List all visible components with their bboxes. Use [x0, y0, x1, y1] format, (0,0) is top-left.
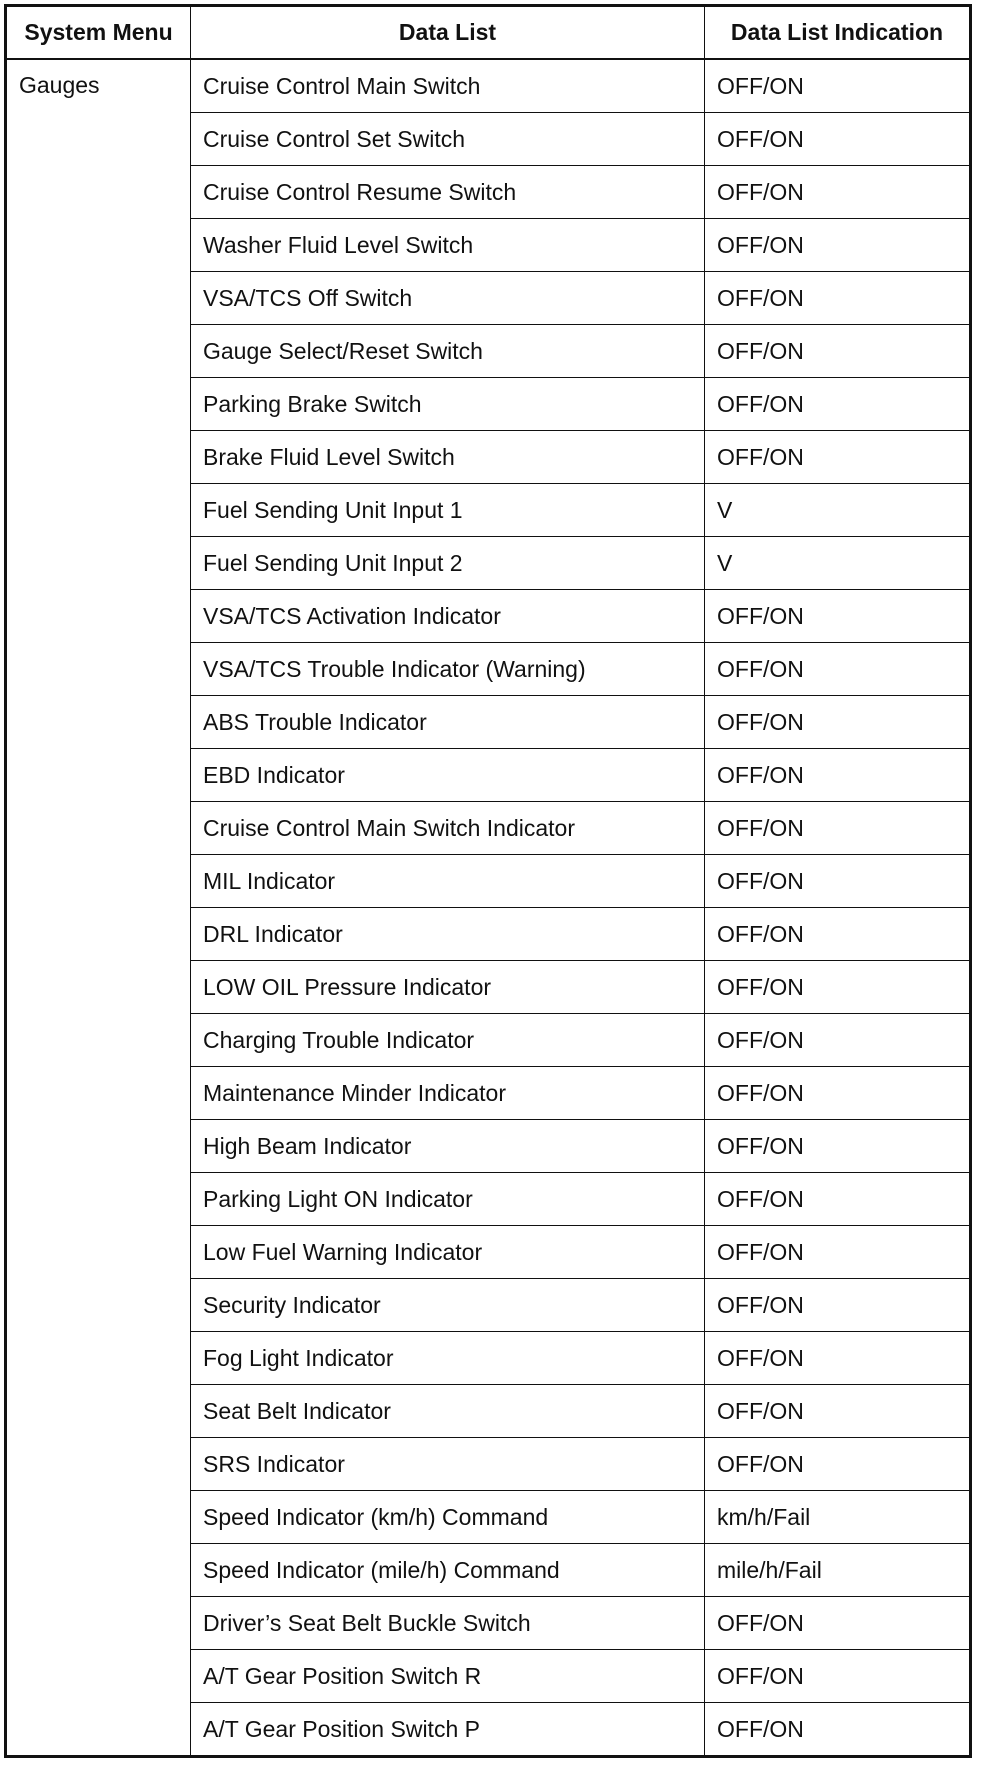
data-list-item: Cruise Control Main Switch	[191, 59, 705, 113]
data-list-indication: OFF/ON	[705, 1067, 971, 1120]
table-row	[6, 59, 971, 113]
data-list-indication: OFF/ON	[705, 113, 971, 166]
data-list-item: Parking Light ON Indicator	[191, 1173, 705, 1226]
table-body	[6, 59, 971, 1757]
data-list-indication: OFF/ON	[705, 1438, 971, 1491]
data-list-indication: OFF/ON	[705, 1597, 971, 1650]
data-list-indication: OFF/ON	[705, 1279, 971, 1332]
data-list-item: Fog Light Indicator	[191, 1332, 705, 1385]
data-list-indication: OFF/ON	[705, 325, 971, 378]
data-list-item: Speed Indicator (km/h) Command	[191, 1491, 705, 1544]
data-list-item: MIL Indicator	[191, 855, 705, 908]
data-list-indication: V	[705, 484, 971, 537]
data-list-item: Seat Belt Indicator	[191, 1385, 705, 1438]
data-list-item: Charging Trouble Indicator	[191, 1014, 705, 1067]
data-list-indication: OFF/ON	[705, 961, 971, 1014]
data-list-indication: OFF/ON	[705, 643, 971, 696]
data-list-item: Fuel Sending Unit Input 1	[191, 484, 705, 537]
data-list-item: A/T Gear Position Switch P	[191, 1703, 705, 1757]
data-list-indication: OFF/ON	[705, 1703, 971, 1757]
data-list-indication: OFF/ON	[705, 696, 971, 749]
data-list-indication: V	[705, 537, 971, 590]
data-list-indication: km/h/Fail	[705, 1491, 971, 1544]
data-list-item: EBD Indicator	[191, 749, 705, 802]
data-list-indication: OFF/ON	[705, 59, 971, 113]
data-list-item: Maintenance Minder Indicator	[191, 1067, 705, 1120]
header-data-list-indication: Data List Indication	[705, 6, 971, 60]
data-list-item: LOW OIL Pressure Indicator	[191, 961, 705, 1014]
data-list-indication: OFF/ON	[705, 1226, 971, 1279]
data-list-item: Gauge Select/Reset Switch	[191, 325, 705, 378]
data-list-item: ABS Trouble Indicator	[191, 696, 705, 749]
data-list-item: Washer Fluid Level Switch	[191, 219, 705, 272]
data-list-indication: OFF/ON	[705, 1650, 971, 1703]
data-list-item: Security Indicator	[191, 1279, 705, 1332]
data-list-item: Fuel Sending Unit Input 2	[191, 537, 705, 590]
data-list-indication: OFF/ON	[705, 219, 971, 272]
data-list-item: VSA/TCS Activation Indicator	[191, 590, 705, 643]
data-list-item: A/T Gear Position Switch R	[191, 1650, 705, 1703]
data-list-item: High Beam Indicator	[191, 1120, 705, 1173]
data-list-indication: OFF/ON	[705, 431, 971, 484]
data-list-table	[4, 4, 972, 1758]
data-list-item: VSA/TCS Trouble Indicator (Warning)	[191, 643, 705, 696]
header-data-list: Data List	[191, 6, 705, 60]
data-list-indication: OFF/ON	[705, 1332, 971, 1385]
header-row	[6, 6, 971, 60]
data-list-item: Cruise Control Resume Switch	[191, 166, 705, 219]
data-list-item: Brake Fluid Level Switch	[191, 431, 705, 484]
data-list-item: Cruise Control Main Switch Indicator	[191, 802, 705, 855]
data-list-item: Cruise Control Set Switch	[191, 113, 705, 166]
data-list-indication: OFF/ON	[705, 272, 971, 325]
data-list-item: VSA/TCS Off Switch	[191, 272, 705, 325]
data-list-indication: OFF/ON	[705, 749, 971, 802]
data-list-indication: OFF/ON	[705, 802, 971, 855]
data-list-indication: OFF/ON	[705, 590, 971, 643]
table-header	[6, 6, 971, 60]
data-list-item: Low Fuel Warning Indicator	[191, 1226, 705, 1279]
data-list-indication: OFF/ON	[705, 1173, 971, 1226]
header-system-menu: System Menu	[6, 6, 191, 60]
data-list-indication: OFF/ON	[705, 378, 971, 431]
data-list-item: Driver’s Seat Belt Buckle Switch	[191, 1597, 705, 1650]
data-list-item: DRL Indicator	[191, 908, 705, 961]
data-list-indication: OFF/ON	[705, 908, 971, 961]
data-list-indication: OFF/ON	[705, 1120, 971, 1173]
data-list-indication: mile/h/Fail	[705, 1544, 971, 1597]
data-list-indication: OFF/ON	[705, 1014, 971, 1067]
data-list-item: SRS Indicator	[191, 1438, 705, 1491]
data-list-indication: OFF/ON	[705, 1385, 971, 1438]
data-list-item: Speed Indicator (mile/h) Command	[191, 1544, 705, 1597]
data-list-indication: OFF/ON	[705, 855, 971, 908]
system-menu-cell: Gauges	[6, 59, 191, 1757]
data-list-indication: OFF/ON	[705, 166, 971, 219]
data-list-item: Parking Brake Switch	[191, 378, 705, 431]
